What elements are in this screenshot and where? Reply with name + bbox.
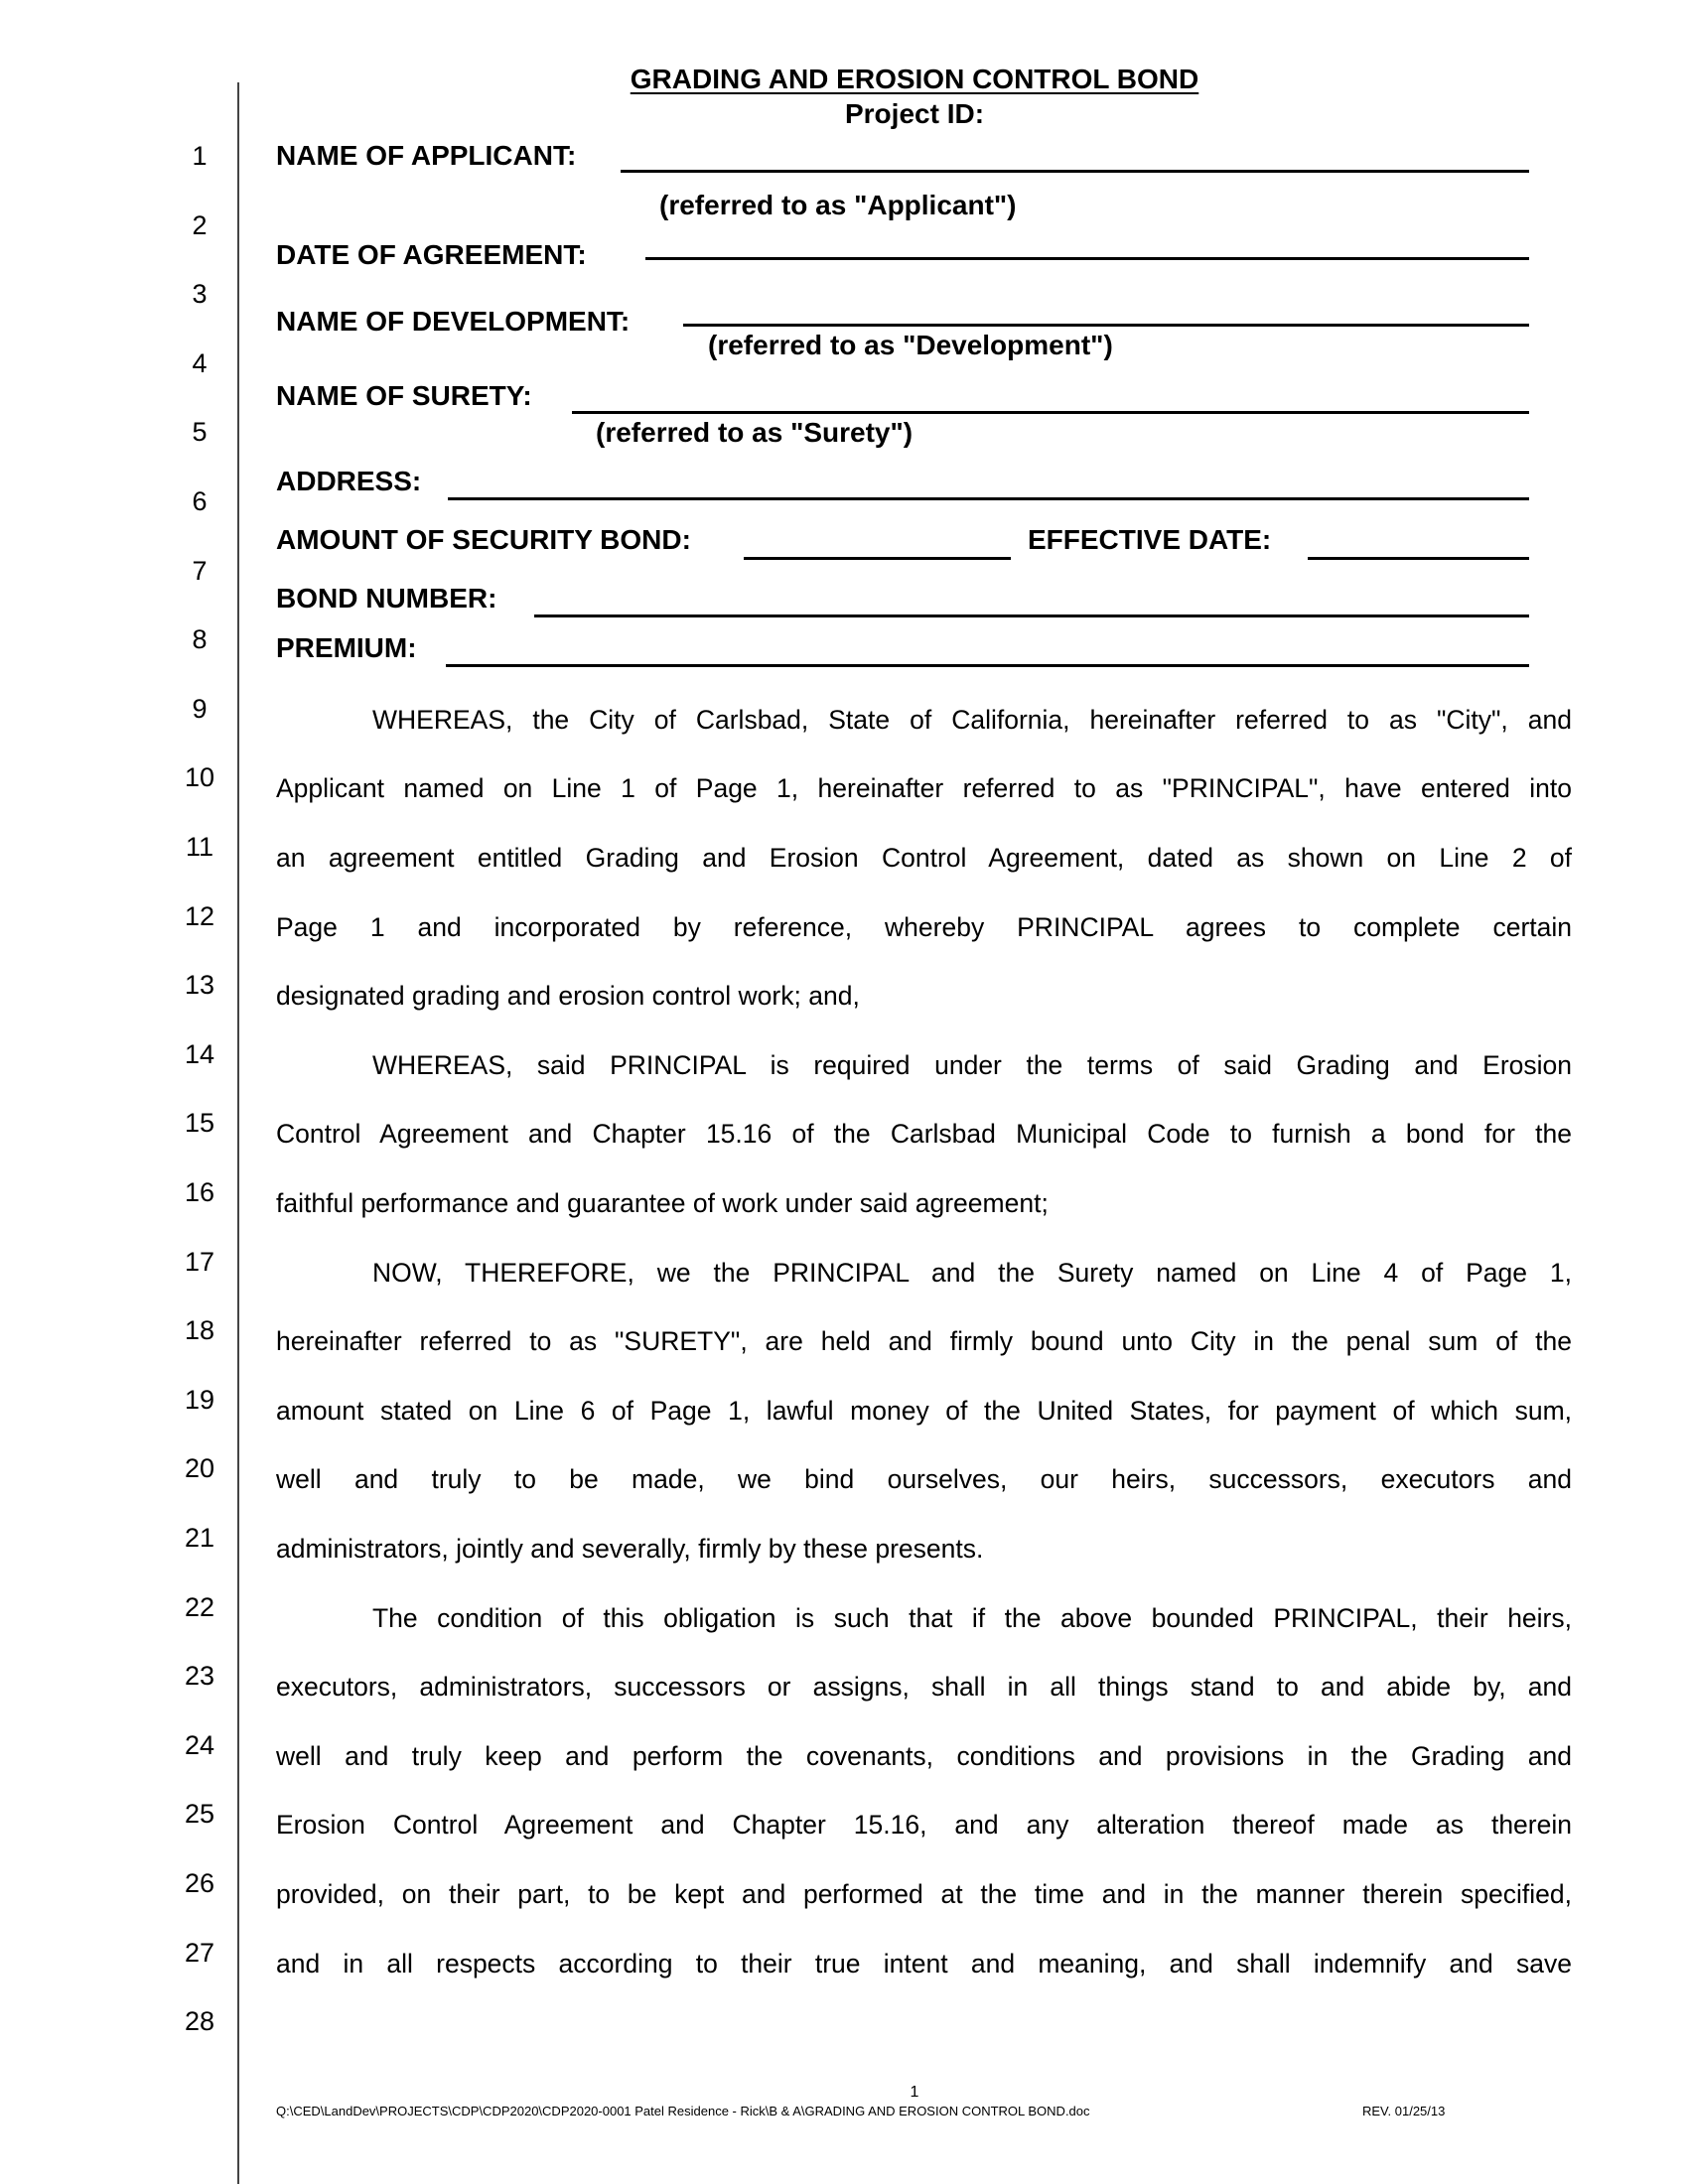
line-number: 22: [184, 1591, 215, 1622]
project-id-label: Project ID:: [844, 98, 985, 129]
body-line: an agreement entitled Grading and Erosion Control Agreement, dated as shown on Line 2 of: [276, 843, 1572, 873]
line-number: 7: [192, 555, 208, 586]
body-line: Control Agreement and Chapter 15.16 of the Carlsbad Municipal Code to furnish a bond for the: [276, 1119, 1572, 1150]
line-number: 9: [192, 693, 208, 724]
development-label: NAME OF DEVELOPMENT:: [276, 306, 631, 337]
body-line: administrators, jointly and severally, firmly by these presents.: [276, 1534, 984, 1564]
line-number: 6: [192, 486, 208, 516]
line-number: 24: [184, 1729, 215, 1760]
effective-date-field[interactable]: [1308, 557, 1529, 560]
page-number: 1: [910, 2084, 919, 2101]
body-line: WHEREAS, the City of Carlsbad, State of California, hereinafter referred to as "City", and: [372, 704, 1572, 735]
line-number: 5: [192, 417, 208, 448]
applicant-field[interactable]: [621, 170, 1529, 173]
line-number: 19: [184, 1384, 215, 1415]
applicant-note: (referred to as "Applicant"): [659, 190, 1017, 220]
body-line: designated grading and erosion control work; and,: [276, 981, 860, 1012]
body-line: provided, on their part, to be kept and performed at the time and in the manner therein specified,: [276, 1879, 1572, 1909]
body-line: The condition of this obligation is such that if the above bounded PRINCIPAL, their heirs,: [372, 1602, 1572, 1633]
line-number: 1: [192, 141, 208, 171]
body-line: and in all respects according to their true intent and meaning, and shall indemnify and save: [276, 1948, 1572, 1979]
body-line: NOW, THEREFORE, we the PRINCIPAL and the Surety named on Line 4 of Page 1,: [372, 1257, 1572, 1288]
body-line: faithful performance and guarantee of work under said agreement;: [276, 1188, 1049, 1218]
line-number: 17: [184, 1246, 215, 1277]
address-field[interactable]: [448, 497, 1529, 500]
body-line: Applicant named on Line 1 of Page 1, hereinafter referred to as "PRINCIPAL", have entered into: [276, 773, 1572, 804]
line-number: 21: [184, 1523, 215, 1553]
body-line: Erosion Control Agreement and Chapter 15.16, and any alteration thereof made as therein: [276, 1810, 1572, 1841]
line-number: 11: [185, 832, 214, 862]
line-number: 18: [184, 1315, 215, 1346]
body-line: WHEREAS, said PRINCIPAL is required under the terms of said Grading and Erosion: [372, 1049, 1572, 1080]
address-label: ADDRESS:: [276, 466, 422, 496]
effective-date-label: EFFECTIVE DATE:: [1028, 524, 1272, 555]
document-title: GRADING AND EROSION CONTROL BOND: [630, 64, 1199, 94]
line-number: 8: [192, 624, 208, 655]
development-field[interactable]: [683, 324, 1529, 327]
body-line: hereinafter referred to as "SURETY", are held and firmly bound unto City in the penal sum of the: [276, 1326, 1572, 1357]
body-line: well and truly to be made, we bind ourselves, our heirs, successors, executors and: [276, 1464, 1572, 1495]
body-line: Page 1 and incorporated by reference, whereby PRINCIPAL agrees to complete certain: [276, 911, 1572, 942]
margin-rule: [237, 82, 239, 2184]
date-of-agreement-label: DATE OF AGREEMENT:: [276, 239, 587, 270]
line-number: 27: [184, 1937, 215, 1968]
line-number: 16: [184, 1177, 215, 1207]
body-line: well and truly keep and perform the covenants, conditions and provisions in the Grading and: [276, 1740, 1572, 1771]
premium-label: PREMIUM:: [276, 632, 417, 663]
line-number: 4: [192, 347, 208, 378]
body-line: executors, administrators, successors or assigns, shall in all things stand to and abide by, and: [276, 1672, 1572, 1703]
premium-field[interactable]: [446, 664, 1529, 667]
footer-revision: REV. 01/25/13: [1362, 2104, 1446, 2118]
line-number: 28: [184, 2006, 215, 2037]
line-number: 25: [184, 1799, 215, 1830]
bond-number-label: BOND NUMBER:: [276, 583, 497, 614]
line-number: 13: [184, 970, 215, 1001]
surety-label: NAME OF SURETY:: [276, 380, 532, 411]
line-number: 10: [184, 762, 215, 793]
line-number: 12: [184, 900, 215, 931]
bond-number-field[interactable]: [534, 614, 1529, 617]
date-of-agreement-field[interactable]: [645, 257, 1529, 260]
line-number: 26: [184, 1868, 215, 1898]
line-number: 3: [192, 279, 208, 310]
surety-note: (referred to as "Surety"): [596, 417, 914, 448]
line-number: 15: [184, 1108, 215, 1139]
line-number: 2: [192, 209, 208, 240]
amount-field[interactable]: [744, 557, 1011, 560]
development-note: (referred to as "Development"): [708, 330, 1113, 360]
line-number: 23: [184, 1661, 215, 1692]
applicant-label: NAME OF APPLICANT:: [276, 140, 577, 171]
amount-label: AMOUNT OF SECURITY BOND:: [276, 524, 691, 555]
line-number: 14: [184, 1038, 215, 1069]
surety-field[interactable]: [572, 411, 1529, 414]
line-number: 20: [184, 1453, 215, 1484]
body-line: amount stated on Line 6 of Page 1, lawful money of the United States, for payment of which sum,: [276, 1395, 1572, 1426]
footer-file-path: Q:\CED\LandDev\PROJECTS\CDP\CDP2020\CDP2020-0001 Patel Residence - Rick\B & A\GRADING AND EROSION CONTROL BOND.doc: [276, 2104, 1090, 2118]
